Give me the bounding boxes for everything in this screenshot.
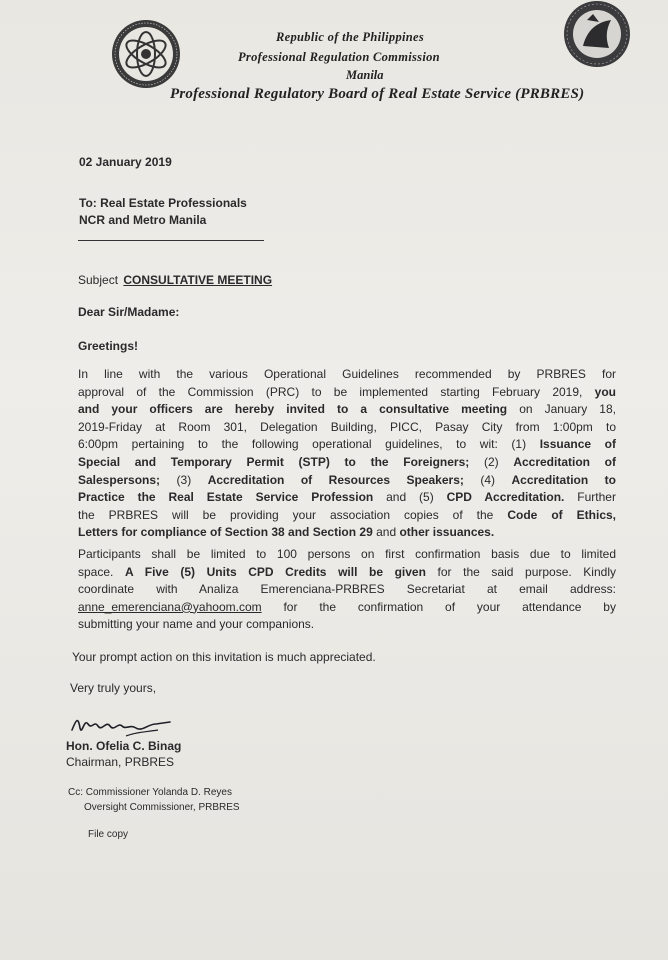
para2-line: space. A Five (5) Units CPD Credits will be given for the said purpose. Kindly: [78, 564, 616, 579]
subject-label: Subject: [78, 273, 119, 287]
handwritten-signature: [66, 706, 186, 742]
para1-line: 6:00pm pertaining to the following operational guidelines, to wit: (1) Issuance of: [78, 437, 617, 452]
paragraph-invitation: [78, 366, 616, 542]
para1-line: 2019-Friday at Room 301, Delegation Building, PICC, Pasay City from 1:00pm to: [78, 419, 616, 434]
para1-line: Letters for compliance of Section 38 and Section 29 and other issuances.: [78, 525, 495, 540]
para1-line: Salespersons; (3) Accreditation of Resources Speakers; (4) Accreditation to: [78, 472, 616, 487]
letterhead-city: Manila: [346, 68, 384, 82]
manila-seal-logo: [553, 0, 633, 72]
signatory-name: Hon. Ofelia C. Binag: [66, 739, 182, 753]
para2-line: Participants shall be limited to 100 persons on first confirmation basis due to limited: [78, 547, 616, 561]
recipient-line-2: NCR and Metro Manila: [79, 213, 207, 227]
signatory-title: Chairman, PRBRES: [66, 755, 175, 769]
paragraph-participants: [78, 546, 616, 634]
letterhead-board: Professional Regulatory Board of Real Estate Service (PRBRES): [170, 86, 585, 102]
salutation: Dear Sir/Madame:: [78, 305, 180, 319]
subject-line: [78, 272, 272, 290]
valediction: Very truly yours,: [70, 681, 157, 695]
para1-line: Special and Temporary Permit (STP) to the Foreigners; (2) Accreditation of: [78, 454, 616, 469]
para1-line: the PRBRES will be providing your association copies of the Code of Ethics,: [78, 507, 617, 522]
recipient-underline: [78, 240, 264, 241]
letterhead-commission: Professional Regulation Commission: [238, 50, 440, 64]
recipient-line-1: To: Real Estate Professionals: [79, 196, 247, 210]
para2-line: coordinate with Analiza Emerenciana-PRBRES Secretariat at email address:: [78, 582, 616, 597]
prc-seal-logo: [110, 18, 182, 90]
subject-value: CONSULTATIVE MEETING: [123, 273, 273, 287]
closing-note: Your prompt action on this invitation is much appreciated.: [72, 650, 376, 664]
para1-line: and your officers are hereby invited to a consultative meeting on January 18,: [78, 402, 616, 417]
email-link[interactable]: anne_emerenciana@yahoom.com: [78, 599, 262, 614]
para2-line: submitting your name and your companions.: [78, 617, 315, 632]
greeting: Greetings!: [78, 339, 139, 353]
para2-line: anne_emerenciana@yahoom.com for the confirmation of your attendance by: [78, 599, 616, 614]
para1-line: In line with the various Operational Guidelines recommended by PRBRES for: [78, 367, 616, 381]
letterhead-republic: Republic of the Philippines: [276, 30, 425, 44]
para1-line: Practice the Real Estate Service Profession and (5) CPD Accreditation. Further: [78, 490, 616, 505]
cc-line-1: Cc: Commissioner Yolanda D. Reyes: [68, 787, 232, 798]
para1-line: approval of the Commission (PRC) to be implemented starting February 2019, you: [78, 384, 616, 399]
cc-line-2: Oversight Commissioner, PRBRES: [84, 802, 240, 813]
file-copy-note: File copy: [88, 829, 129, 840]
letter-date: 02 January 2019: [79, 155, 172, 169]
